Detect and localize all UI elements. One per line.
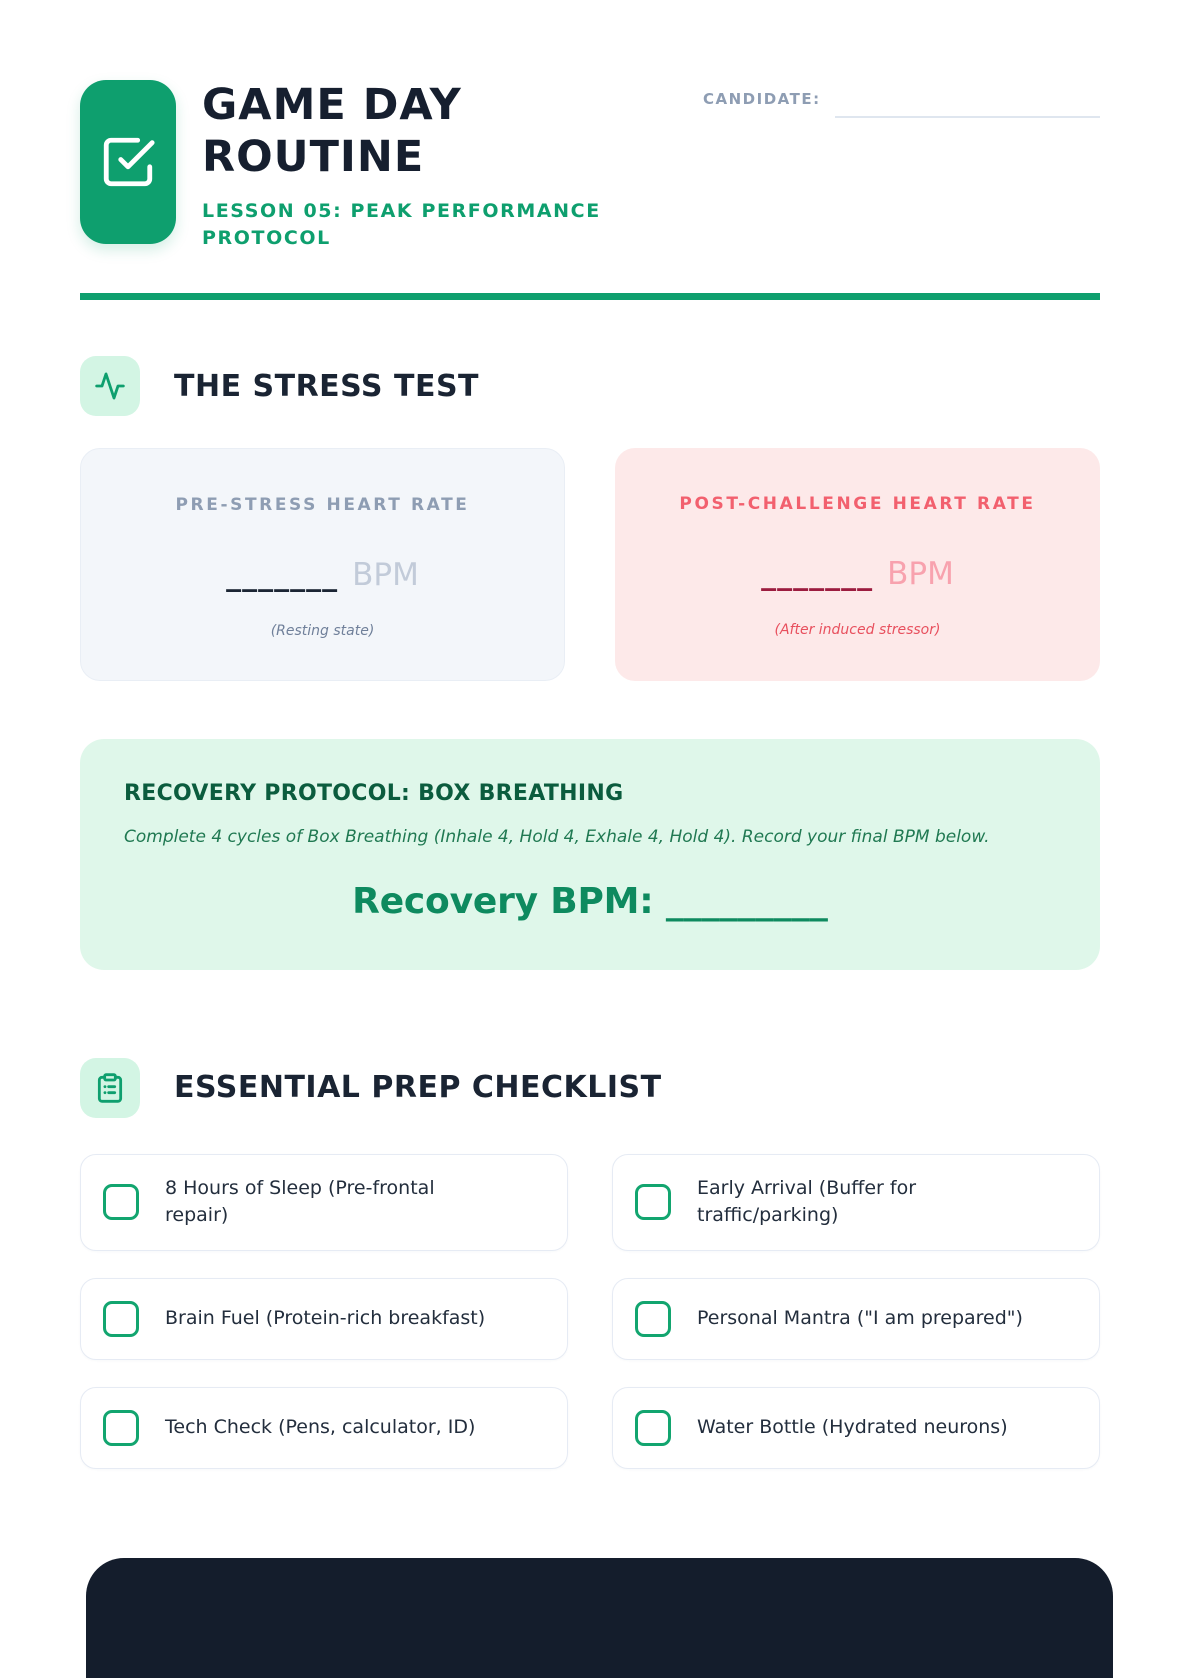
- checklist-item-brain-fuel: [80, 1278, 568, 1360]
- checklist-item-label: Brain Fuel (Protein-rich breakfast): [165, 1307, 486, 1330]
- prep-checklist-section: [80, 1058, 1100, 1469]
- activity-pulse-icon: [80, 356, 140, 416]
- pre-stress-caption: (Resting state): [270, 623, 375, 640]
- candidate-field: [703, 88, 1100, 118]
- checklist-item-tech-check: [80, 1387, 568, 1469]
- recovery-bpm-blank[interactable]: _________: [665, 880, 828, 922]
- checklist-item-label: Water Bottle (Hydrated neurons): [697, 1416, 1008, 1439]
- page-title-line2: ROUTINE: [202, 131, 425, 182]
- checklist-item-water-bottle: [612, 1387, 1100, 1469]
- candidate-label: CANDIDATE:: [703, 90, 821, 108]
- title-block: [202, 80, 622, 251]
- checklist-item-label: Personal Mantra ("I am prepared"): [697, 1307, 1023, 1330]
- logo-badge: [80, 80, 176, 244]
- recovery-bpm-label: Recovery BPM:: [352, 880, 654, 922]
- checkbox-water-bottle[interactable]: [635, 1410, 671, 1446]
- post-challenge-value-row: [615, 556, 1100, 592]
- header: [80, 0, 1100, 251]
- stress-test-title: THE STRESS TEST: [174, 368, 480, 404]
- prep-checklist-section-header: [80, 1058, 1100, 1118]
- header-divider: [80, 293, 1100, 300]
- checklist-item-personal-mantra: [612, 1278, 1100, 1360]
- checklist-item-early-arrival: [612, 1154, 1100, 1251]
- check-square-icon: [99, 133, 157, 191]
- stress-test-section: [80, 356, 1100, 969]
- checkbox-early-arrival[interactable]: [635, 1184, 671, 1220]
- post-challenge-caption: (After induced stressor): [774, 622, 941, 639]
- footer-panel: [86, 1558, 1113, 1678]
- post-challenge-bpm-unit: BPM: [887, 556, 954, 593]
- stress-test-section-header: [80, 356, 1100, 416]
- page-title: [202, 80, 622, 183]
- pre-stress-value-row: [81, 557, 564, 593]
- page-title-line1: GAME DAY: [202, 80, 462, 130]
- pre-stress-bpm-blank[interactable]: _______: [226, 558, 339, 594]
- lesson-subtitle: LESSON 05: PEAK PERFORMANCE PROTOCOL: [202, 200, 601, 249]
- checklist-grid: [80, 1154, 1100, 1469]
- checklist-item-label: 8 Hours of Sleep (Pre-frontal repair): [165, 1176, 435, 1227]
- checklist-item-label: Tech Check (Pens, calculator, ID): [165, 1416, 476, 1439]
- pre-stress-card-title: PRE-STRESS HEART RATE: [175, 495, 470, 516]
- checkbox-personal-mantra[interactable]: [635, 1301, 671, 1337]
- checkbox-tech-check[interactable]: [103, 1410, 139, 1446]
- checkbox-brain-fuel[interactable]: [103, 1301, 139, 1337]
- post-challenge-bpm-blank[interactable]: _______: [761, 557, 874, 593]
- recovery-bpm-row: [124, 881, 1056, 922]
- candidate-input-line[interactable]: [835, 88, 1100, 118]
- checklist-item-sleep: [80, 1154, 568, 1251]
- post-challenge-card-title: POST-CHALLENGE HEART RATE: [679, 494, 1036, 515]
- checkbox-sleep[interactable]: [103, 1184, 139, 1220]
- prep-checklist-title: ESSENTIAL PREP CHECKLIST: [174, 1070, 662, 1106]
- pre-stress-card: [80, 448, 565, 681]
- post-challenge-card: [615, 448, 1100, 681]
- pre-stress-bpm-unit: BPM: [352, 557, 419, 594]
- recovery-instructions: Complete 4 cycles of Box Breathing (Inhale 4, Hold 4, Exhale 4, Hold 4). Record your final BPM below.: [124, 827, 990, 848]
- recovery-protocol-panel: [80, 739, 1100, 969]
- recovery-protocol-title: RECOVERY PROTOCOL: BOX BREATHING: [124, 781, 624, 807]
- checklist-item-label: Early Arrival (Buffer for traffic/parking): [697, 1176, 917, 1227]
- heart-rate-cards: [80, 448, 1100, 681]
- clipboard-icon: [80, 1058, 140, 1118]
